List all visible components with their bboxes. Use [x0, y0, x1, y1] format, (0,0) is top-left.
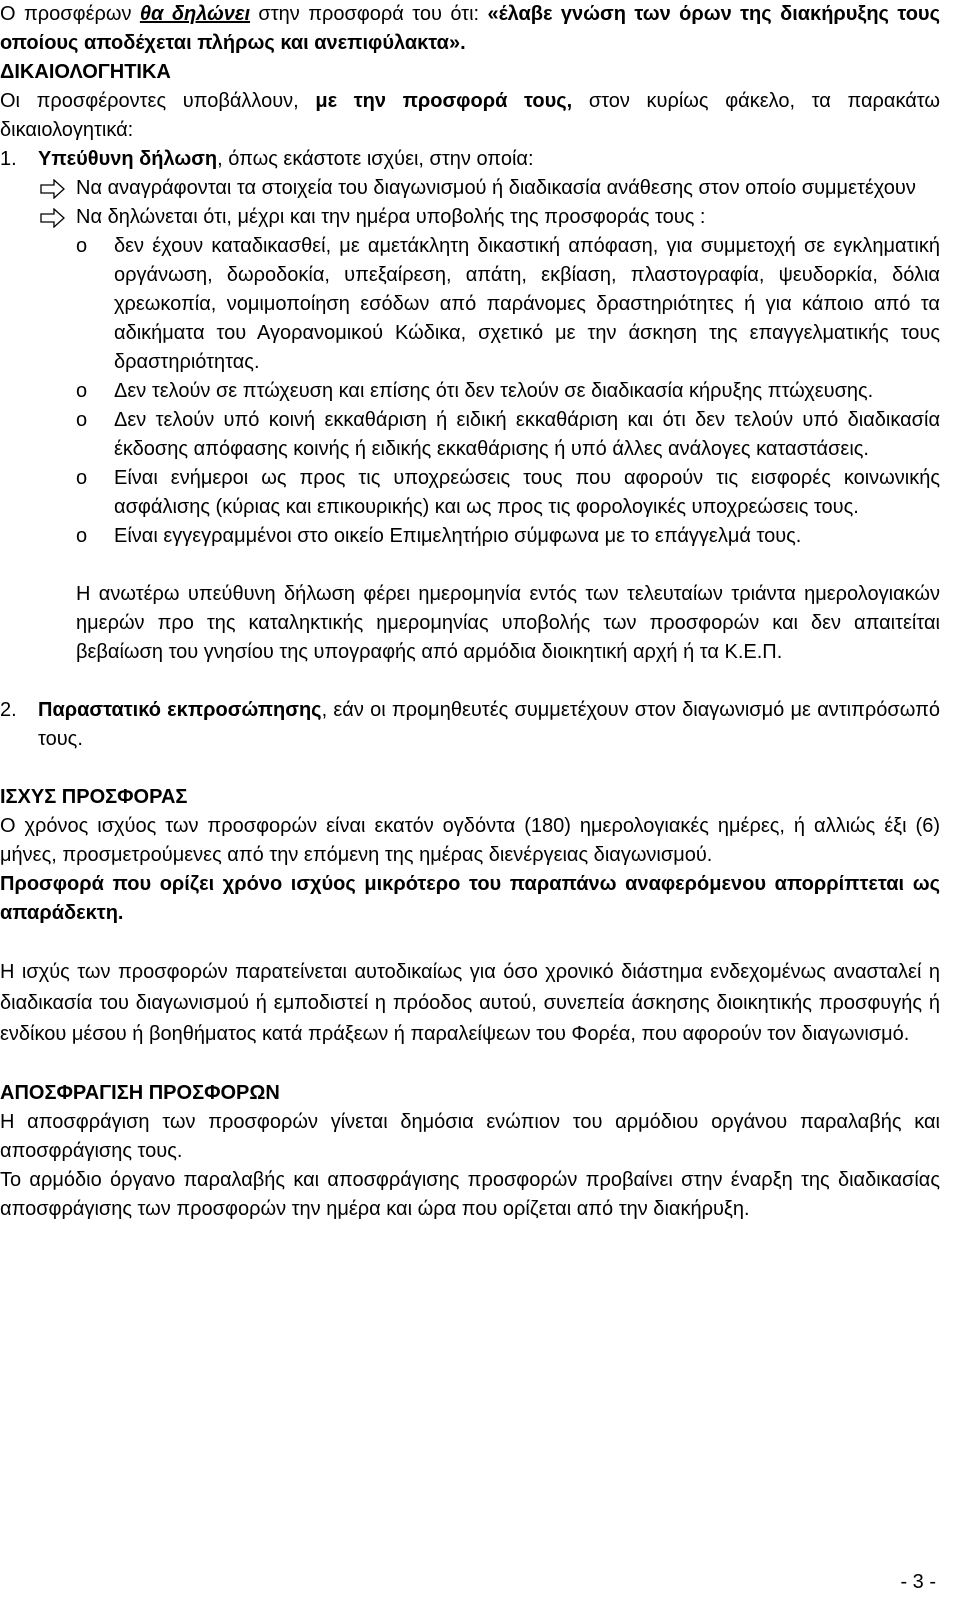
arrow-item-text: Να αναγράφονται τα στοιχεία του διαγωνισμού ή διαδικασία ανάθεσης στον οποίο συμμετέχουν: [76, 177, 916, 199]
ischys-paragraph-1: Ο χρόνος ισχύος των προσφορών είναι εκατόν ογδόντα (180) ημερολογιακές ημέρες, ή αλλιώς έξι (6) μήνες, προσμετρούμενες από την επόμενη της ημέρας διενέργειας διαγωνισμού.: [0, 815, 940, 866]
intro-emphasis: θα δηλώνει: [139, 3, 251, 25]
lead-bold: με την προσφορά τους,: [315, 90, 573, 112]
list-item: [0, 464, 940, 522]
spacer: [0, 928, 940, 957]
list-item-text: Δεν τελούν σε πτώχευση και επίσης ότι δεν τελούν σε διαδικασία κήρυξης πτώχευσης.: [114, 380, 874, 402]
list-item: [0, 232, 940, 377]
ischys-paragraph-2: Προσφορά που ορίζει χρόνο ισχύος μικρότερο του παραπάνω αναφερόμενου απορρίπτεται ως απαράδεκτη.: [0, 873, 940, 924]
aposfragisi-paragraph-2: Το αρμόδιο όργανο παραλαβής και αποσφράγισης προσφορών προβαίνει στην έναρξη της διαδικασίας αποσφράγισης των προσφορών την ημέρα και ώρα που ορίζεται από την διακήρυξη.: [0, 1169, 940, 1220]
page-number: - 3 -: [900, 1571, 936, 1593]
list-item-text: Είναι εγγεγραμμένοι στο οικείο Επιμελητήριο σύμφωνα με το επάγγελμά τους.: [114, 525, 802, 547]
lead-text: Οι προσφέροντες υποβάλλουν,: [0, 90, 316, 112]
bullet-circle-icon: o: [76, 525, 88, 547]
intro-bold-quote: «έλαβε γνώση των όρων της διακήρυξης τους οποίους αποδέχεται πλήρως και ανεπιφύλακτα».: [0, 3, 940, 54]
bullet-circle-icon: o: [76, 235, 88, 257]
lead-text-post: στον κυρίως φάκελο, τα παρακάτω δικαιολογητικά:: [0, 90, 941, 141]
list-item: [0, 406, 940, 464]
intro-paragraph: [0, 0, 940, 58]
bullet-circle-icon: o: [76, 467, 88, 489]
list-item-text: Δεν τελούν υπό κοινή εκκαθάριση ή ειδική εκκαθάριση και ότι δεν τελούν υπό διαδικασία έκδοσης απόφασης κοινής ή ειδικής εκκαθάρισης ή υπό άλλες ανάλογες καταστάσεις.: [114, 409, 940, 460]
arrow-item: [0, 174, 940, 203]
dikaiologitika-lead: [0, 87, 940, 145]
spacer: [0, 1050, 940, 1079]
spacer: [0, 667, 940, 696]
spacer: [0, 551, 940, 580]
declaration-note: Η ανωτέρω υπεύθυνη δήλωση φέρει ημερομηνία εντός των τελευταίων τριάντα ημερολογιακών ημερών προ της καταληκτικής ημερομηνίας υποβολής των προσφορών και δεν απαιτείται βεβαίωση του γνησίου της υπογραφής από αρμόδια διοικητική αρχή ή τα Κ.Ε.Π.: [76, 583, 940, 663]
heading-dikaiologitika: ΔΙΚΑΙΟΛΟΓΗΤΙΚΑ: [0, 61, 171, 83]
list-item: [0, 522, 940, 551]
item-1-title: Υπεύθυνη δήλωση: [38, 148, 218, 170]
item-1-rest: , όπως εκάστοτε ισχύει, στην οποία:: [217, 148, 534, 170]
ischys-paragraph-3: Η ισχύς των προσφορών παρατείνεται αυτοδικαίως για όσο χρονικό διάστημα ενδεχομένως ανασταλεί η διαδικασία του διαγωνισμού ή εμποδιστεί η πρόοδος αυτού, συνεπεία άσκησης διοικητικής προσφυγής ή ενδίκου μέσου ή βοηθήματος κατά πράξεων ή παραλείψεων του Φορέα, που αφορούν τον διαγωνισμό.: [0, 961, 940, 1045]
bullet-circle-icon: o: [76, 380, 88, 402]
intro-text: Ο προσφέρων: [0, 3, 140, 25]
heading-ischys: ΙΣΧΥΣ ΠΡΟΣΦΟΡΑΣ: [0, 786, 188, 808]
intro-text-mid: στην προσφορά του ότι:: [250, 3, 488, 25]
arrow-right-icon: [38, 179, 68, 199]
aposfragisi-paragraph-1: Η αποσφράγιση των προσφορών γίνεται δημόσια ενώπιον του αρμόδιου οργάνου παραλαβής και αποσφράγισης τους.: [0, 1111, 940, 1162]
heading-aposfragisi: ΑΠΟΣΦΡΑΓΙΣΗ ΠΡΟΣΦΟΡΩΝ: [0, 1082, 280, 1104]
arrow-item: [0, 203, 940, 232]
list-item-text: δεν έχουν καταδικασθεί, με αμετάκλητη δικαστική απόφαση, για συμμετοχή σε εγκληματική οργάνωση, δωροδοκία, υπεξαίρεση, απάτη, εκβίαση, πλαστογραφία, ψευδορκία, δόλια χρεωκοπία, νομιμοποίηση εσόδων από παράνομες δραστηριότητες ή για κάποιο από τα αδικήματα του Αγορανομικού Κώδικα, σχετικό με την άσκηση της επαγγελματικής τους δραστηριότητας.: [114, 235, 940, 373]
arrow-item-text: Να δηλώνεται ότι, μέχρι και την ημέρα υποβολής της προσφοράς τους :: [76, 206, 706, 228]
item-number: 1.: [0, 148, 17, 170]
item-1: [0, 145, 940, 174]
spacer: [0, 754, 940, 783]
item-2-rest: , εάν οι προμηθευτές συμμετέχουν στον διαγωνισμό με αντιπρόσωπό τους.: [38, 699, 941, 750]
bullet-circle-icon: o: [76, 409, 88, 431]
arrow-right-icon: [38, 208, 68, 228]
list-item: [0, 377, 940, 406]
item-2-title: Παραστατικό εκπροσώπησης: [38, 699, 322, 721]
item-2: [0, 696, 940, 754]
item-number: 2.: [0, 699, 17, 721]
list-item-text: Είναι ενήμεροι ως προς τις υποχρεώσεις τους που αφορούν τις εισφορές κοινωνικής ασφάλισης (κύριας και επικουρικής) και ως προς τις φορολογικές υποχρεώσεις τους.: [114, 467, 940, 518]
